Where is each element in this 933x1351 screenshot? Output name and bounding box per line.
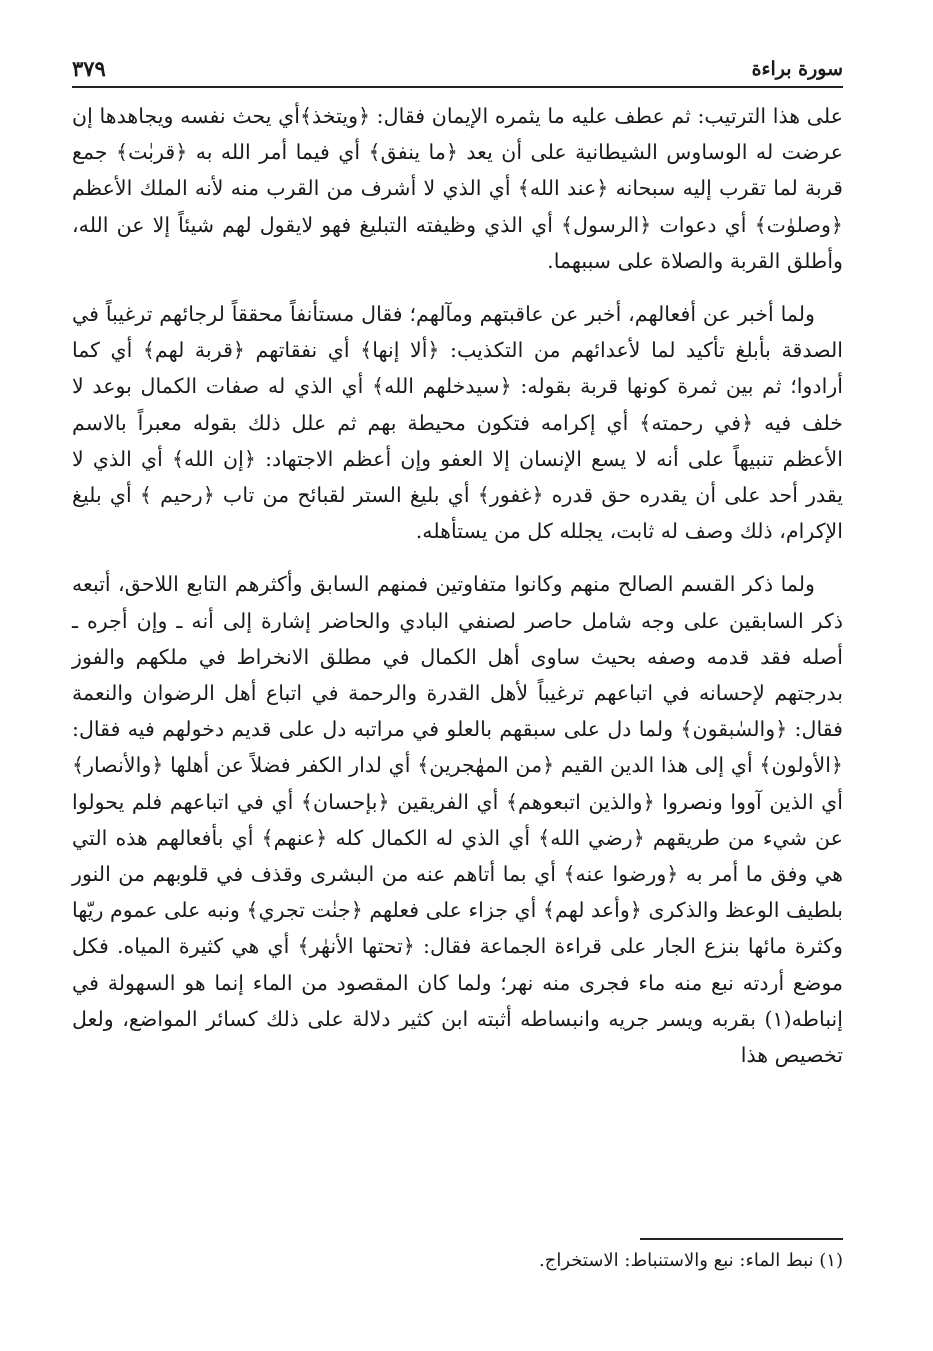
page-header xyxy=(72,52,843,88)
page-body xyxy=(72,98,843,1073)
paragraph-1: على هذا الترتيب: ثم عطف عليه ما يثمره الإيمان فقال: ﴿ويتخذ﴾أي يحث نفسه ويجاهدها إن عرضت له الوساوس الشيطانية على أن يعد ﴿ما ينفق﴾ أي فيما أمر الله به ﴿قربٰت﴾ جمع قربة لما تقرب إليه سبحانه ﴿عند الله﴾ أي الذي لا أشرف من القرب منه لأنه الملك الأعظم ﴿وصلوٰت﴾ أي دعوات ﴿الرسول﴾ أي الذي وظيفته التبليغ فهو لايقول لهم شيئاً إلا عن الله، وأطلق القربة والصلاة على سببهما. xyxy=(72,104,843,273)
footnote-divider xyxy=(640,1238,843,1240)
paragraph-3: ولما ذكر القسم الصالح منهم وكانوا متفاوتين فمنهم السابق وأكثرهم التابع اللاحق، أتبعه ذكر السابقين على وجه شامل حاصر لصنفي البادي والحاضر إشارة إلى أنه ـ وإن أجره ـ أصله فقد قدمه وصفه بحيث ساوى أهل الكمال في مطلق الانخراط في ملكهم والفوز بدرجتهم لإحسانه في اتباعهم ترغيباً لأهل القدرة والرحمة في اتباع أهل الرضوان والنعمة فقال: ﴿والسٰبقون﴾ ولما دل على سبقهم بالعلو في مراتبه دل على قديم دخولهم فيه فقال: ﴿الأولون﴾ أي إلى هذا الدين القيم ﴿من المهٰجرين﴾ أي لدار الكفر فضلاً عن أهلها ﴿والأنصار﴾ أي الذين آووا ونصروا ﴿والذين اتبعوهم﴾ أي الفريقين ﴿بإحسان﴾ أي في اتباعهم فلم يحولوا عن شيء من طريقهم ﴿رضي الله﴾ أي الذي له الكمال كله ﴿عنهم﴾ أي بأفعالهم هذه التي هي وفق ما أمر به ﴿ورضوا عنه﴾ أي بما أتاهم عنه من البشرى وقذف في قلوبهم من النور بلطيف الوعظ والذكرى ﴿وأعد لهم﴾ أي جزاء على فعلهم ﴿جنٰت تجري﴾ ونبه على عموم ريّها وكثرة مائها بنزع الجار على قراءة الجماعة فقال: ﴿تحتها الأنهٰر﴾ أي هي كثيرة المياه. فكل موضع أردته نبع منه ماء فجرى منه نهر؛ ولما كان المقصود من الماء إنما هو السهولة في إنباطه(١) بقربه ويسر جريه وانبساطه أثبته ابن كثير دلالة على ذلك كسائر المواضع، ولعل تخصيص هذا xyxy=(72,572,843,1068)
footnote: (١) نبط الماء: نبع والاستنباط: الاستخراج. xyxy=(539,1250,843,1271)
paragraph-2: ولما أخبر عن أفعالهم، أخبر عن عاقبتهم ومآلهم؛ فقال مستأنفاً محققاً لرجائهم ترغيباً في الصدقة بأبلغ تأكيد لما لأعدائهم من التكذيب: ﴿ألا إنها﴾ أي نفقاتهم ﴿قربة لهم﴾ أي كما أرادوا؛ ثم بين ثمرة كونها قربة بقوله: ﴿سيدخلهم الله﴾ أي الذي له صفات الكمال بوعد لا خلف فيه ﴿في رحمته﴾ أي إكرامه فتكون محيطة بهم ثم علل ذلك بقوله معبراً بالاسم الأعظم تنبيهاً على أنه لا يسع الإنسان إلا العفو وإن أعظم الاجتهاد: ﴿إن الله﴾ أي الذي لا يقدر أحد على أن يقدره حق قدره ﴿غفور﴾ أي بليغ الستر لقبائح من تاب ﴿رحيم ﴾ أي بليغ الإكرام، ذلك وصف له ثابت، يجلله كل من يستأهله. xyxy=(72,302,843,544)
page-number: ٣٧٩ xyxy=(72,56,106,81)
surah-title: سورة براءة xyxy=(751,58,843,80)
